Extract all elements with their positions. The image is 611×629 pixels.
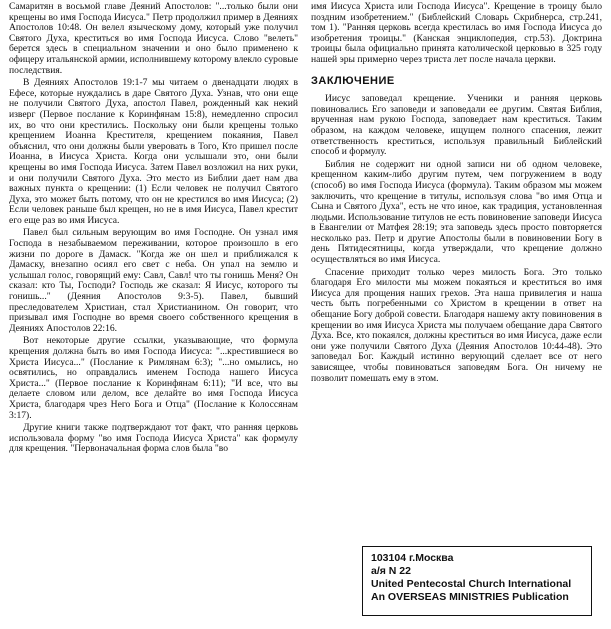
paragraph-trinity-history: имя Иисуса Христа или Господа Иисуса". Крещение в троицу было поздним изобретением." (Библейский Словарь Скрибнерса, стр.241, том 1). "Ранняя церковь всегда крестилась во имя Господа Иисуса до изобретения троицы." (Канская энциклопедия, стр.53). Доктрина троицы была официально принята католической церковью в 325 году нашей эры примерно через триста лет после начала церкви. — [311, 1, 602, 65]
paragraph-ephesus: В Деяниях Апостолов 19:1-7 мы читаем о двенадцати людях в Ефесе, которые нуждались в даре Святого Духа. Узнав, что они еще не получили Святого Духа, апостол Павел, рожденный как некий изверг (Первое послание к Коринфянам 15:8), немедленно спросил их, во что они крестились. Поскольку они были крещены только крещением Иоанна Крестителя, крещением покаяния, Павел объяснил, что они должны были уверовать в Того, Кто пришел после Иоанна, в Иисуса Христа. Когда они услышали это, они были крещены во имя Господа Иисуса. Затем Павел возложил на них руки, и они получили Святого Духа. Это место из Библии дает нам два важных пункта о крещении: (1) Если человек не получил Святого Духа, это может быть потому, что он не крестился во имя Иисуса; (2) Если человек раньше был крещен, но не в имя Иисуса, Павел крестит его еще раз во имя Иисуса. — [9, 77, 298, 226]
address-po-box: а/я N 22 — [371, 565, 411, 577]
publisher-name: United Pentecostal Church International — [371, 578, 572, 590]
address-box — [362, 546, 592, 616]
paragraph-samaritans: Самаритян в восьмой главе Деяний Апостолов: "...только были они крещены во имя Господа Иисуса." Петр продолжил пример в Деяниях Апостолов 10:48. Он велел языческому дому, который уже получил Святого Духа, креститься во имя Господа Иисуса. Слово "велеть" берется здесь в специальном значении и оно было применено к офицеру итальянской армии, исполнившему которому влекло суровые последствия. — [9, 1, 298, 76]
section-heading-conclusion: ЗАКЛЮЧЕНИЕ — [311, 74, 395, 87]
publication-note: An OVERSEAS MINISTRIES Publication — [371, 591, 569, 603]
paragraph-other-references: Вот некоторые другие ссылки, указывающие, что формула крещения должна быть во имя Господа Иисуса: "...крестившиеся во Христа Иисуса..." (Послание к Римлянам 6:3); "...но омылись, но освятились, но оправдались именем Господа нашего Иисуса Христа..." (Первое послание к Коринфянам 6:11); "И все, что вы делаете словом или делом, все делайте во имя Господа Иисуса Христа, благодаря чрез Него Бога и Отца" (Послание к Колоссянам 3:17). — [9, 335, 298, 421]
right-column — [311, 2, 602, 384]
paragraph-paul-damascus: Павел был сильным верующим во имя Господне. Он узнал имя Господа в незабываемом переживании, которое произошло в его жизни по дороге в Дамаск. "Когда же он шел и приближался к Дамаску, внезапно осиял его свет с неба. Он упал на землю и услышал голос, говорящий ему: Савл, Савл! что ты гонишь Меня? Он сказал: кто Ты, Господи? Господь же сказал: Я Иисус, которого ты гонишь..." (Деяния Апостолов 9:3-5). Павел, бывший преследователем Христиан, стал Христианином. Он говорит, что призывал имя Господне во время своего собственного крещения в Деяниях Апостолов 22:16. — [9, 227, 298, 334]
paragraph-conclusion-3: Спасение приходит только через милость Бога. Это только благодаря Его милости мы можем покаяться и креститься во имя Иисуса для прощения наших грехов. Эта наша привилегия и наша честь быть погребенными со Христом в крещении в ответ на обещание Богу доброй совести. Благодаря нашему акту повиновения в крещении во имя Иисуса Христа мы получаем обещание дара Святого Духа. Все, кто покаялся, должны креститься во имя Иисуса, даже если они уже получили Святого Духа (Деяния Апостолов 10:44-48). Это заповедал Бог. Каждый истинно верующий сделает все от него зависящее, чтобы повиноваться заповедям Бога. Он ничему не позволит помешать ему в этом. — [311, 266, 602, 384]
left-column — [9, 2, 298, 455]
address-city: 103104 г.Москва — [371, 552, 454, 564]
paragraph-other-books: Другие книги также подтверждают тот факт, что ранняя церковь использовала форму "во имя Господа Иисуса Христа" как формулу для крещения. "Первоначальная форма слов была "во — [9, 422, 298, 455]
paragraph-conclusion-2: Библия не содержит ни одной записи ни об одном человеке, крещенном каким-либо другим путем, чем погружением в воду (способ) во имя Господа Иисуса (формула). Таким образом мы можем заключить, что крещение в титулы, используя слова "во имя Отца и Сына и Святого Духа", есть не что иное, как традиция, установленная людьми. Использование титулов не есть повиновение заповеди Иисуса в Евангелии от Матфея 28:19; эта заповедь здесь просто повторяется несколько раз. Петр и другие Апостолы были в повиновении Богу в день Пятидесятницы, когда утверждали, что крещение должно осуществляться во имя Иисуса. — [311, 158, 602, 266]
paragraph-conclusion-1: Иисус заповедал крещение. Ученики и ранняя церковь повиновались Его заповеди и заповедали ее другим. Святая Библия, врученная нам рукою Господа, заповедает нам креститься. Таким образом, на каждом человеке, ищущем полного спасения, лежит ответственность креститься, используя правильный Библейский способ и формулу. — [311, 93, 602, 158]
